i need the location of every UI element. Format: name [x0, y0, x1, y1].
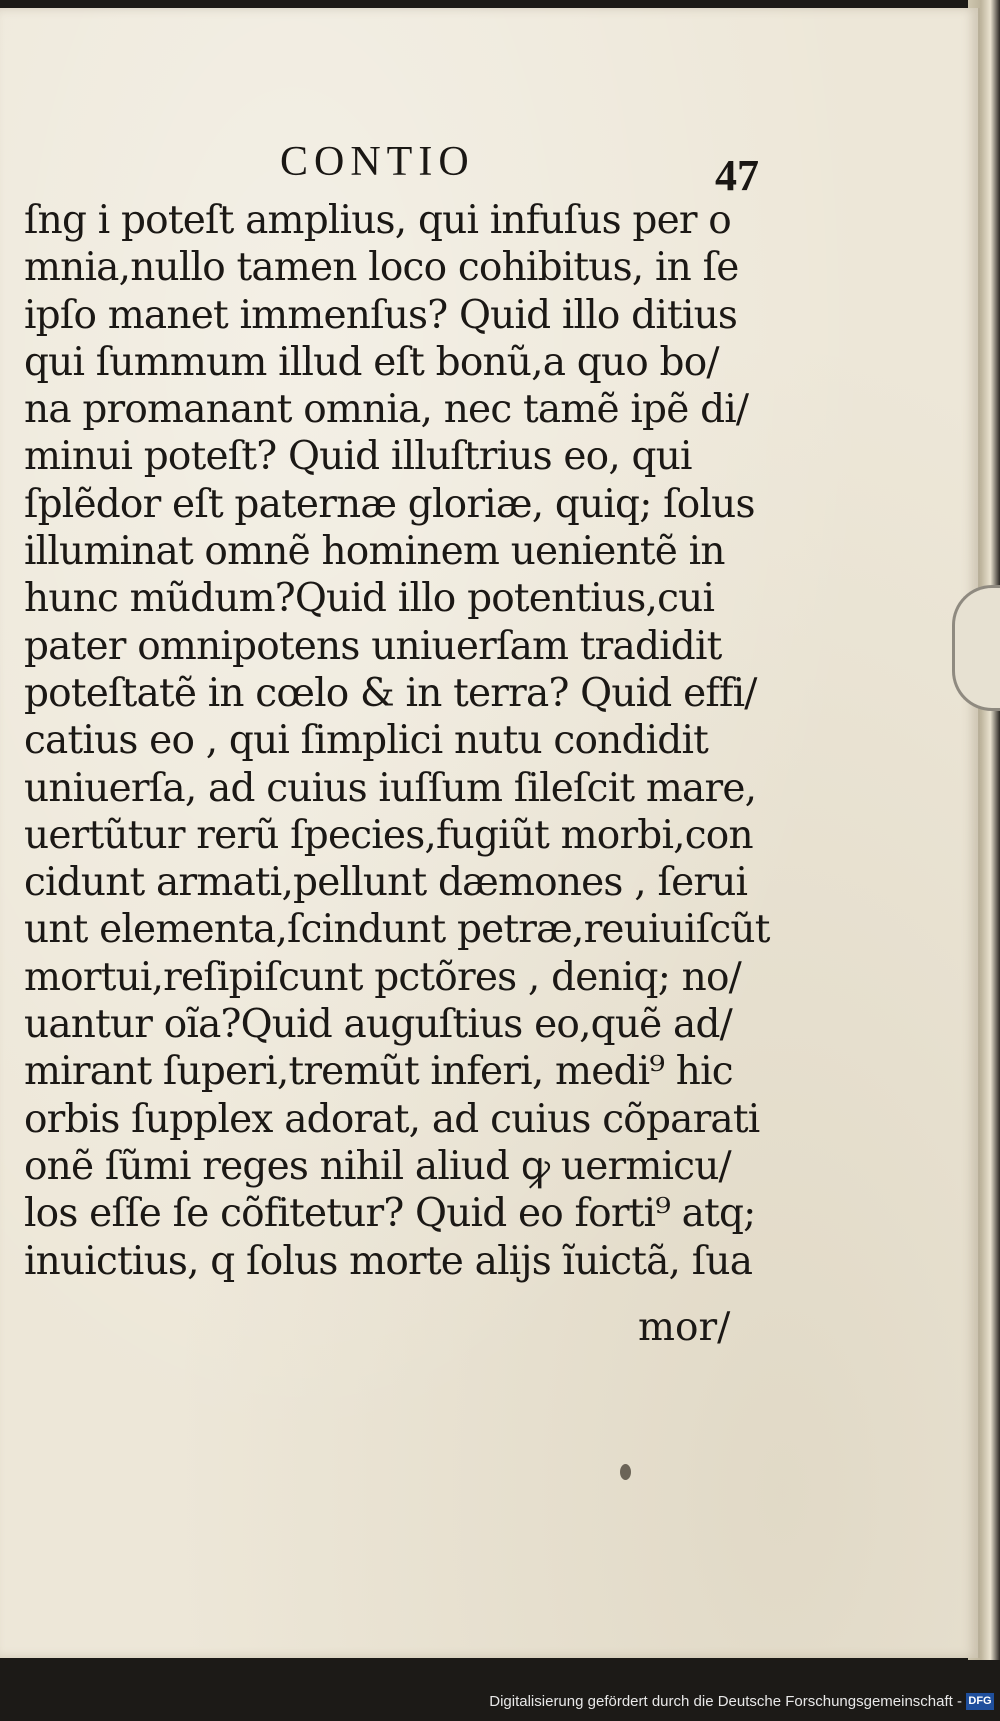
page-clip: [952, 585, 1000, 711]
footer-credit: Digitalisierung gefördert durch die Deutsche Forschungsgemeinschaft -: [489, 1693, 962, 1710]
text-line: minui poteſt? Quid illuſtrius eo, qui: [24, 434, 692, 480]
text-line: hunc mũdum?Quid illo potentius,cui: [24, 576, 715, 622]
text-line: unt elementa,ſcindunt petræ,reuiuiſcũt: [24, 907, 770, 953]
text-line: cidunt armati,pellunt dæmones , ſerui: [24, 860, 748, 906]
text-line: pater omnipotens uniuerſam tradidit: [24, 623, 722, 669]
text-line: uantur oĩa?Quid auguſtius eo,quẽ ad/: [24, 1002, 732, 1048]
body-text: [24, 197, 784, 1285]
text-line: ſng i poteſt amplius, qui infuſus per o: [24, 198, 731, 243]
catchword: mor/: [638, 1305, 731, 1350]
text-line: uniuerſa, ad cuius iuſſum ſileſcit mare,: [24, 765, 757, 811]
text-line: ipſo manet immenſus? Quid illo ditius: [24, 292, 738, 338]
running-head: CONTIO: [280, 139, 475, 185]
text-line: inuictius, q ſolus morte alijs ĩuictã, ſua: [24, 1238, 753, 1284]
text-line: poteſtatẽ in cœlo & in terra? Quid effi/: [24, 670, 757, 716]
text-line: qui ſummum illud eſt bonũ,a quo bo/: [24, 339, 719, 385]
text-line: mirant ſuperi,tremũt inferi, medi⁹ hic: [24, 1049, 733, 1095]
text-line: orbis ſupplex adorat, ad cuius cõparati: [24, 1096, 760, 1142]
text-line: mortui,reſipiſcunt pctõres , deniq; no/: [24, 954, 741, 1000]
text-line: los eſſe ſe cõfitetur? Quid eo forti⁹ atq;: [24, 1191, 756, 1237]
text-line: uertũtur rerũ ſpecies,fugiũt morbi,con: [24, 812, 753, 858]
text-line: mnia,nullo tamen loco cohibitus, in ſe: [24, 245, 739, 291]
page-number: 47: [715, 151, 759, 200]
text-line: onẽ ſũmi reges nihil aliud ꝙ uermicu/: [24, 1143, 731, 1189]
text-line: illuminat omnẽ hominem uenientẽ in: [24, 529, 725, 575]
text-line: na promanant omnia, nec tamẽ ipẽ di/: [24, 387, 749, 433]
dfg-logo: DFG: [966, 1693, 994, 1710]
text-line: ſplẽdor eſt paternæ gloriæ, quiq; ſolus: [24, 481, 755, 527]
ink-spot: [620, 1464, 631, 1480]
text-line: catius eo , qui ſimplici nutu condidit: [24, 718, 708, 764]
